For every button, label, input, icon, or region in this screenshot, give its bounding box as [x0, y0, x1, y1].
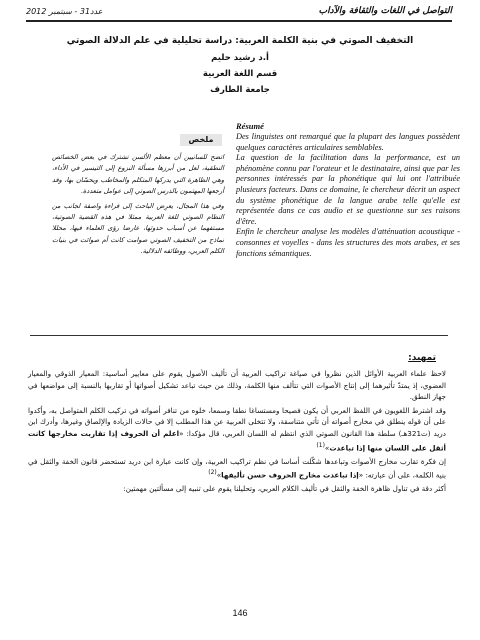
body-paragraph: إن فكرة تقارب مخارج الأصوات وتباعدها شكّلت أساسا في نظم تراكيب العربية، وإن كانت عبارة ابن دريد تستحضر قانون الخفة والثقل في بنية الكلمة، على أن عبارته: «إذا تباعدت مخارج الحروف حسن تأليفها»$^{(2)}$	[28, 456, 446, 480]
arabic-abstract	[52, 152, 224, 261]
quotation: اعلم أن الحروف إذا تقاربت مخارجها كانت أثقل على اللسان منها إذا تباعدت	[28, 428, 446, 452]
university: جامعة الطارف	[210, 85, 270, 95]
resume-paragraph: Des linguistes ont remarqué que la plupart des langues possèdent quelques caractères articulaires semblables.	[236, 132, 460, 152]
intro-heading: تمهيد:	[408, 353, 436, 363]
header-rule	[26, 20, 452, 22]
journal-name: التواصل في اللغات والثقافة والآداب	[318, 6, 452, 16]
running-header	[26, 6, 452, 20]
resume-paragraph: La question de la facilitation dans la performance, est un phénomène connu par l'orateur et le destinataire, ainsi que par les personnes intéressés par la phonétique qui lui ont l'attribuée plusieurs facteurs. Dans ce domaine, le chercheur décrit un aspect du système phonétique de la langue arabe telle qu'elle est représentée dans ce cas audio et se questionne sur ses raisons d'être.	[236, 153, 460, 226]
paragraph-text: وقد اشترط اللغويون في اللفظ العربي أن يكون فصيحا ومستساغا نطقا وسمعا، خلوه من تنافر أصواته في تركيب الكلم المتواصل به، وأكدوا على أن قوله ينطلق في مخارج أصواته أن تأتي متناسقة، ولا تتخلى العربية عن هذا المطلب إلا في حالات الزيادة والإلصاق وغيرها، وأدرك ابن دريد (ت321هـ) سلطة هذا القانون الصوتي الذي انتظم له اللسان العربي، قال مؤكدا:	[28, 405, 446, 438]
body-paragraph: لاحظ علماء العربية الأوائل الذين نظروا في صياغة تراكيب العربية أن تأليف الأصول يقوم على معايير أساسية: المعيار الذوقي والمعيار العضوي، إذ يمتدّ تأثيرهما إلى إنتاج الأصوات التي تتألف منها الكلمة، وذلك من حيث تباعد تشكيل أصواتها أو تقاربها بالنسبة إلى مواضعها في جهاز النطق.	[28, 369, 446, 402]
body-paragraph: أكثر دقة في تناول ظاهرة الخفة والثقل في تأليف الكلام العربي، وتحليلنا يقوم على تنبيه إلى مسألتين مهمتين:	[123, 484, 446, 494]
abstract-divider	[30, 335, 448, 336]
resume-title: Résumé	[236, 121, 264, 131]
resume-paragraph: Enfin le chercheur analyse les modèles d'atténuation acoustique -consonnes et voyelles - dans les structures des mots arabes, et ses fonctions sémantiques.	[236, 227, 460, 258]
arabic-abstract-paragraph: وفي هذا المجال، يعرِض الباحث إلى قراءة واصفة لجانب من النظام الصوتي للغة العربية ممثلا في هذه القضية الصوتية، مستفهما عن أسباب حدوثها، عارضا رؤى العلماء فيها، محللا نماذج من التخفيف الصوتي صوامت كانت أم صوائت في بنيات الكلم العربي، ووظائفه الدلالية.	[52, 201, 224, 256]
footnote-ref: (2)	[208, 469, 217, 477]
article-title: التخفيف الصوتي في بنية الكلمة العربية: دراسة تحليلية في علم الدلالة الصوتي	[66, 36, 414, 46]
resume-abstract	[236, 132, 460, 259]
intro-body	[28, 368, 446, 497]
body-paragraph: وقد اشترط اللغويون في اللفظ العربي أن يكون فصيحا ومستساغا نطقا وسمعا، خلوه من تنافر أصواته في تركيب الكلم المتواصل به، وأكدوا على أن قوله ينطلق في مخارج أصواته أن تأتي متناسقة، ولا تتخلى العربية عن هذا المطلب إلا في حالات الزيادة والإلصاق وغيرها، وأدرك ابن دريد (ت321هـ) سلطة هذا القانون الصوتي الذي انتظم له اللسان العربي، قال مؤكدا: «اعلم أن الحروف إذا تقاربت مخارجها كانت أثقل على اللسان منها إذا تباعدت»$^{(1)}$	[28, 405, 446, 452]
quotation: إذا تباعدت مخارج الحروف حسن تأليفها	[221, 470, 359, 480]
arabic-abstract-title: ملخص	[180, 134, 222, 146]
author-name: أ.د رشيد حليم	[211, 53, 269, 63]
arabic-abstract-paragraph: اتضح للسانيين أن معظم الألسن تشترك في بعض الخصائص النطقية، لعل من أبرزها مسألة النزوع إلى التيسير في الأداء، وهي الظاهرة التي يدركها المتكلم والمخاطب ويحسّان بها، وقد أرجعها المهتمون بالدرس الصوتي إلى عوامل متعددة.	[52, 153, 224, 196]
issue-info: عدد31 - سبتمبر 2012	[26, 7, 103, 16]
footnote-ref: (1)	[316, 441, 325, 449]
page-number: 146	[232, 608, 248, 618]
paragraph-text: إن فكرة تقارب مخارج الأصوات وتباعدها شكّلت أساسا في نظم تراكيب العربية، وإن كانت عبارة ابن دريد تستحضر قانون الخفة والثقل في بنية الكلمة، على أن عبارته:	[28, 456, 446, 480]
department: قسم اللغة العربية	[202, 69, 278, 79]
